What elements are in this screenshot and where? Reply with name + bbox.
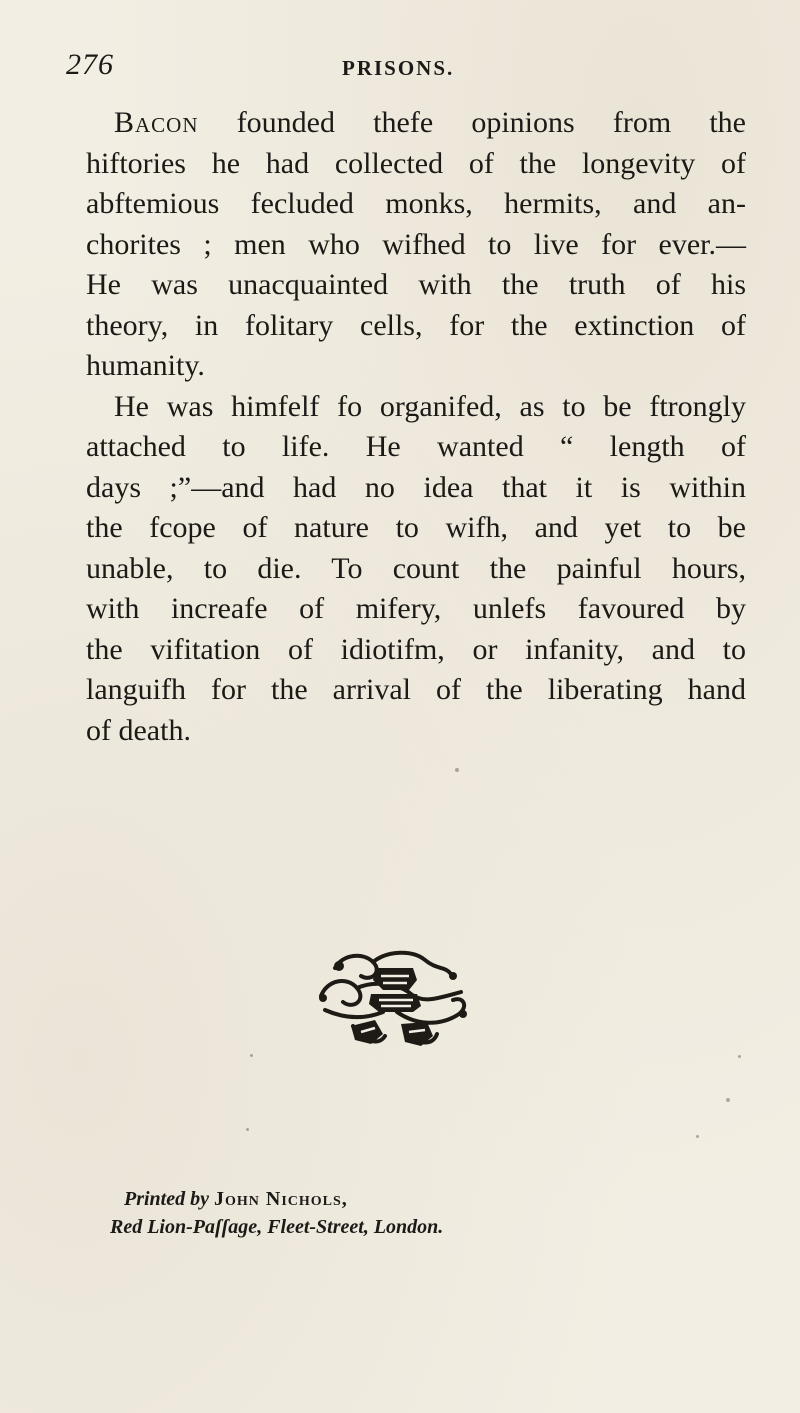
text-line: chorites ; men who wifhed to live for ever.—	[86, 227, 746, 261]
printer-flourish-ornament-icon	[313, 946, 473, 1056]
paragraph-2	[86, 387, 746, 752]
text-line: humanity.	[86, 349, 205, 382]
paper-speck	[696, 1135, 699, 1138]
text-line: the fcope of nature to wifh, and yet to be	[86, 511, 746, 544]
paragraph-1	[86, 103, 746, 387]
text-line: abftemious fecluded monks, hermits, and an-	[86, 187, 746, 220]
imprint-line-2: Red Lion-Paſſage, Fleet-Street, London.	[110, 1216, 444, 1238]
paper-speck	[250, 1054, 253, 1057]
printer-imprint	[110, 1185, 710, 1241]
text-line: hiftories he had collected of the longevity of	[86, 146, 746, 180]
text-line: theory, in folitary cells, for the extinction of	[86, 308, 746, 342]
page-number: 276	[66, 48, 114, 81]
paper-speck	[455, 768, 459, 772]
paper-speck	[738, 1055, 741, 1058]
text-line: of death.	[86, 713, 191, 747]
lead-line-rest: founded thefe opinions from the	[198, 106, 746, 139]
text-line	[86, 103, 746, 144]
text-line: attached to life. He wanted “ length of	[86, 430, 746, 463]
text-line: He was unacquainted with the truth of his	[86, 268, 746, 301]
imprint-line-1	[110, 1185, 710, 1213]
text-line: with increafe of mifery, unlefs favoured by	[86, 592, 746, 625]
text-line: He was himfelf fo organifed, as to be ftrongly	[114, 389, 746, 423]
running-head: PRISONS.	[342, 56, 455, 80]
text-line: unable, to die. To count the painful hours,	[86, 551, 746, 585]
text-line: days ;”—and had no idea that it is within	[86, 470, 746, 504]
text-line: languifh for the arrival of the liberating hand	[86, 673, 746, 706]
body-text	[86, 103, 746, 751]
lead-word: Bacon	[114, 106, 199, 139]
paper-speck	[246, 1128, 249, 1131]
paper-speck	[726, 1098, 730, 1102]
text-line: the vifitation of idiotifm, or infanity, and to	[86, 632, 746, 666]
page-header	[66, 48, 746, 88]
imprint-printed-by: Printed by	[124, 1188, 209, 1210]
imprint-printer-name: John Nichols,	[214, 1188, 348, 1210]
